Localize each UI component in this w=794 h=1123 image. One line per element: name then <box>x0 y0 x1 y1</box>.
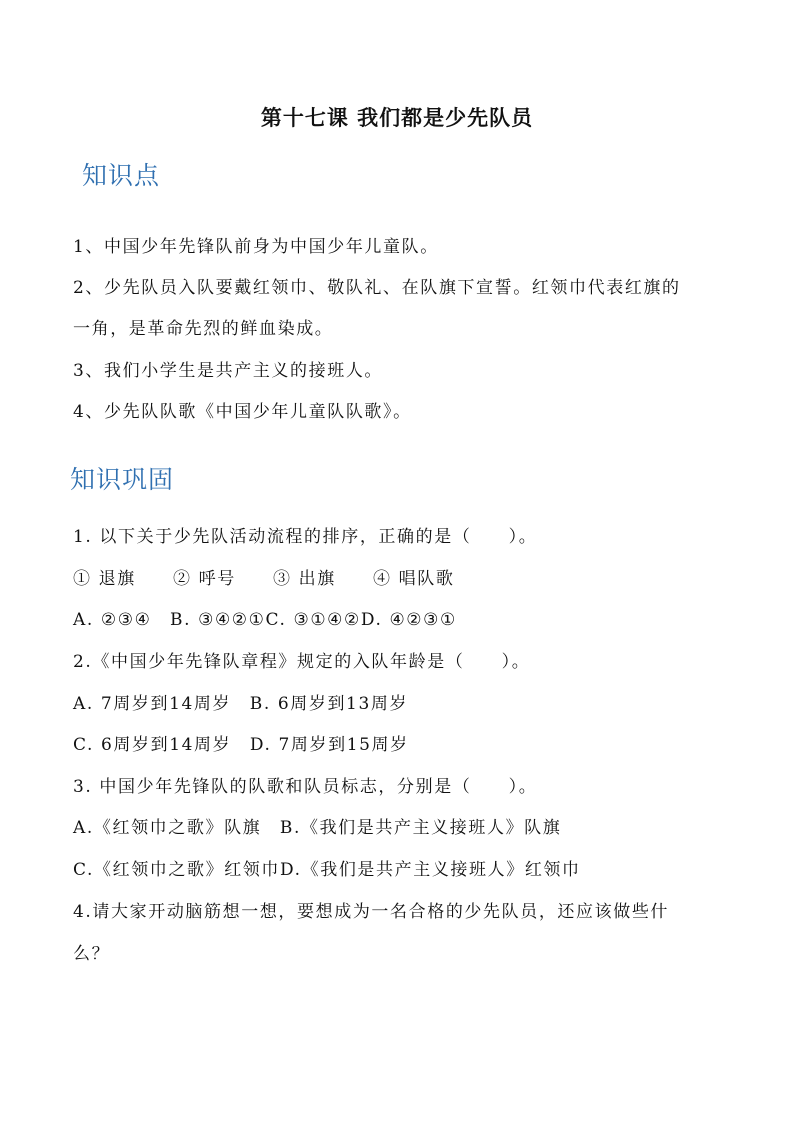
question-1-items: ① 退旗 ② 呼号 ③ 出旗 ④ 唱队歌 <box>73 569 455 589</box>
practice-heading: 知识巩固 <box>70 465 175 494</box>
question-3-options-cd: C.《红领巾之歌》红领巾D.《我们是共产主义接班人》红领巾 <box>73 860 581 880</box>
question-2-options-ab: A. 7周岁到14周岁 B. 6周岁到13周岁 <box>73 694 409 714</box>
question-1-options: A. ②③④ B. ③④②①C. ③①④②D. ④②③① <box>73 610 457 630</box>
knowledge-item-4: 4、少先队队歌《中国少年儿童队队歌》。 <box>73 402 412 422</box>
knowledge-heading: 知识点 <box>82 161 161 190</box>
question-3: 3. 中国少年先锋队的队歌和队员标志，分别是（ ）。 <box>73 777 538 797</box>
knowledge-item-2-cont: 一角，是革命先烈的鲜血染成。 <box>73 319 334 339</box>
question-1: 1. 以下关于少先队活动流程的排序，正确的是（ ）。 <box>73 527 538 547</box>
knowledge-item-1: 1、中国少年先锋队前身为中国少年儿童队。 <box>73 237 439 257</box>
question-4-cont: 么？ <box>73 944 111 964</box>
page-title: 第十七课 我们都是少先队员 <box>260 105 534 130</box>
question-3-options-ab: A.《红领巾之歌》队旗 B.《我们是共产主义接班人》队旗 <box>73 818 562 838</box>
question-2-options-cd: C. 6周岁到14周岁 D. 7周岁到15周岁 <box>73 735 409 755</box>
question-4: 4.请大家开动脑筋想一想，要想成为一名合格的少先队员，还应该做些什 <box>73 902 670 922</box>
knowledge-item-2: 2、少先队员入队要戴红领巾、敬队礼、在队旗下宣誓。红领巾代表红旗的 <box>73 278 681 298</box>
question-2: 2.《中国少年先锋队章程》规定的入队年龄是（ ）。 <box>73 652 531 672</box>
knowledge-item-3: 3、我们小学生是共产主义的接班人。 <box>73 361 384 381</box>
